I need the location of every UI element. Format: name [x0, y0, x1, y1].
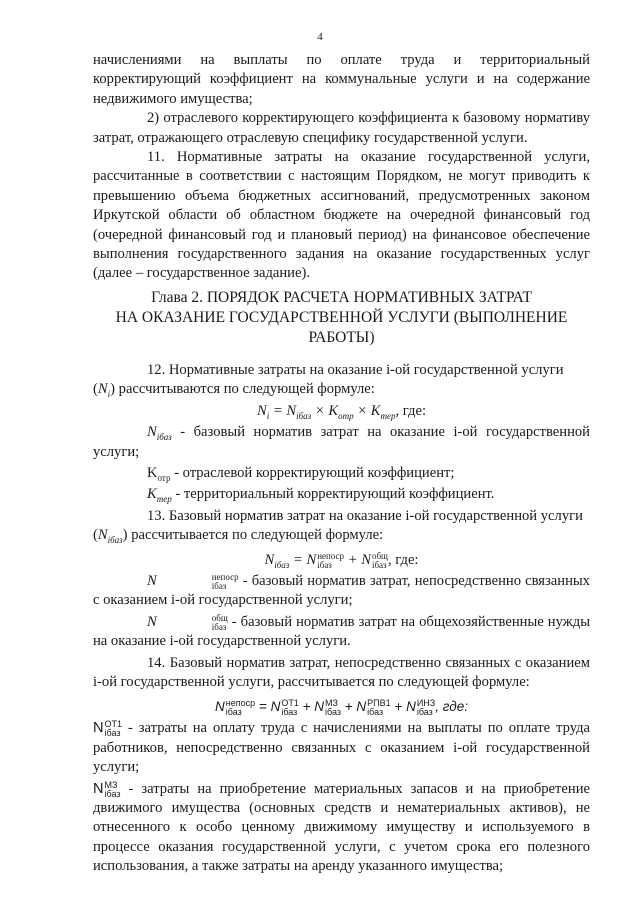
def-obsh-sub: iбаз: [211, 621, 227, 632]
formula3-plus-3: +: [394, 699, 403, 715]
formula3-t1-sup: ОТ1: [281, 698, 299, 709]
formula1-tail: , где:: [395, 402, 427, 419]
formula3-lhs-sup: непоср: [225, 698, 256, 709]
formula2-t2-scripts: [372, 552, 388, 570]
def-mz-symbol: N: [93, 780, 104, 797]
formula1-lhs-sub: i: [266, 410, 270, 421]
formula3-t2-sub: iбаз: [325, 707, 341, 718]
formula3-t3-sup: РПВ1: [367, 698, 391, 709]
formula2-t1-scripts: [317, 552, 344, 570]
formula2-t1-sup: непоср: [317, 550, 345, 561]
formula1-k1: K: [328, 402, 339, 419]
formula3-t3-sub: iбаз: [367, 707, 384, 718]
formula-ni: [93, 402, 590, 421]
paragraph-12-open: (: [93, 381, 98, 398]
paragraph-14: 14. Базовый норматив затрат, непосредственно связанных с оказанием i-ой государственной услуги, рассчитывается по следующей формуле:: [93, 654, 590, 690]
formula3-t1: N: [270, 699, 281, 715]
formula2-t2: N: [361, 551, 371, 568]
formula3-tail: , где:: [435, 699, 468, 715]
formula1-k1-sub: отр: [338, 410, 354, 421]
formula1-times-1: ×: [314, 402, 325, 419]
formula3-plus-2: +: [344, 699, 353, 715]
paragraph-13-symbol: N: [97, 527, 108, 544]
def-kter-symbol: K: [147, 486, 157, 503]
paragraph-13-sub: iбаз: [107, 535, 123, 546]
paragraph-13-close: ): [122, 527, 128, 544]
formula1-n: N: [286, 402, 297, 419]
formula3-t2: N: [314, 699, 325, 715]
def-neposr-sup: непоср: [211, 571, 239, 582]
def-ot1-sup: ОТ1: [104, 719, 123, 730]
def-nibaz-sub: iбаз: [156, 432, 172, 442]
definition-ot1: [93, 719, 590, 777]
def-mz-sub: iбаз: [104, 788, 121, 799]
paragraph-intro: начислениями на выплаты по оплате труда и территориальный корректирующий коэффициент на коммунальные услуги и на содержание недвижимого имущества;: [93, 52, 590, 107]
definition-n-ibaz: [93, 423, 590, 462]
formula2-t1-sub: iбаз: [317, 559, 332, 570]
def-kotr-sub: отр: [157, 472, 171, 483]
def-neposr-symbol: N: [147, 572, 157, 589]
def-ot1-text: - затраты на оплату труда с начислениями на выплаты по оплате труда работников, непосредственно связанных с оказанием i-ой государственной услуги;: [93, 720, 590, 776]
formula1-lhs: N: [256, 402, 267, 419]
symbol-n: N: [97, 381, 108, 398]
formula3-t4-scripts: [417, 699, 435, 717]
formula3-t4-sup: ИНЗ: [416, 698, 436, 709]
symbol-n-sub: i: [107, 389, 111, 400]
def-nibaz-symbol: N: [147, 424, 157, 441]
formula2-lhs: N: [264, 551, 275, 568]
formula3-t1-scripts: [281, 699, 299, 717]
formula2-t2-sub: iбаз: [371, 559, 387, 570]
paragraph-12-tail: рассчитываются по следующей формуле:: [118, 381, 375, 398]
formula3-lhs-sub: iбаз: [225, 707, 242, 718]
chapter-heading-line-2: НА ОКАЗАНИЕ ГОСУДАРСТВЕННОЙ УСЛУГИ (ВЫПОЛНЕНИЕ: [115, 308, 568, 326]
formula2-lhs-sub: iбаз: [274, 559, 290, 570]
definition-k-ter: [93, 485, 590, 504]
paragraph-12: [93, 361, 590, 400]
formula2-eq: =: [292, 551, 303, 568]
formula3-plus-1: +: [302, 699, 311, 715]
paragraph-13-tail: рассчитывается по следующей формуле:: [131, 527, 384, 544]
formula1-eq: =: [272, 402, 283, 419]
def-ot1-scripts: [105, 720, 123, 738]
formula-neposr: [93, 697, 590, 717]
def-mz-text: - затраты на приобретение материальных запасов и на приобретение движимого имущества (основных средств и нематериальных активов), не отнесенного к особо ценному движимому имуществу и используемого в процессе оказания государственной услуги, с учетом срока его полезного использования, а также затраты на аренду указанного имущества;: [93, 780, 590, 875]
formula3-eq: =: [258, 699, 267, 715]
definition-obsh: [93, 613, 590, 652]
chapter-heading-line-3: РАБОТЫ): [308, 328, 375, 346]
chapter-heading: [93, 288, 590, 348]
paragraph-13-open: (: [93, 527, 98, 544]
def-obsh-symbol: N: [147, 613, 157, 630]
formula3-t2-scripts: [325, 699, 341, 717]
definition-mz: [93, 780, 590, 877]
formula1-k2: K: [370, 402, 381, 419]
def-nibaz-text: - базовый норматив затрат на оказание i-ой государственной услуги;: [93, 424, 590, 460]
def-neposr-scripts: [158, 573, 239, 591]
def-obsh-text: - базовый норматив затрат на общехозяйственные нужды на оказание i-ой государственной услуги.: [93, 613, 590, 650]
def-kter-text: - территориальный корректирующий коэффициент.: [175, 486, 495, 503]
formula-nibaz: [93, 551, 590, 570]
document-body: [93, 51, 590, 877]
formula2-plus: +: [347, 551, 358, 568]
paragraph-12-text: 12. Нормативные затраты на оказание i-ой государственной услуги: [147, 361, 564, 378]
formula2-tail: , где:: [387, 551, 419, 568]
paragraph-12-close: ): [110, 381, 115, 398]
def-kotr-text: - отраслевой корректирующий коэффициент;: [174, 464, 455, 481]
definition-k-otr: [93, 464, 590, 483]
formula3-lhs: N: [215, 699, 225, 715]
def-ot1-sub: iбаз: [104, 728, 121, 739]
formula3-t4: N: [406, 699, 416, 715]
formula2-t1: N: [306, 551, 317, 568]
def-neposr-sub: iбаз: [211, 580, 227, 591]
paragraph-2: 2) отраслевого корректирующего коэффициента к базовому нормативу затрат, отражающего отраслевую специфику государственной услуги.: [93, 110, 590, 146]
formula3-t1-sub: iбаз: [281, 707, 298, 718]
paragraph-13: [93, 507, 590, 546]
def-ot1-symbol: N: [93, 720, 104, 737]
paragraph-11: 11. Нормативные затраты на оказание государственной услуги, рассчитанные в соответствии с настоящим Порядком, не могут приводить к превышению объема бюджетных ассигнований, предусмотренных законом Иркутской области об областном бюджете на очередной финансовый год (очередной финансовый год и плановый период) на финансовое обеспечение выполнения государственного задания на оказание государственных услуг (далее – государственное задание).: [93, 149, 590, 282]
formula3-t4-sub: iбаз: [416, 707, 433, 718]
def-kotr-symbol: K: [147, 464, 158, 481]
formula3-lhs-scripts: [226, 699, 255, 717]
formula3-t3: N: [356, 699, 367, 715]
formula1-n-sub: iбаз: [296, 410, 312, 421]
chapter-heading-line-1: Глава 2. ПОРЯДОК РАСЧЕТА НОРМАТИВНЫХ ЗАТРАТ: [151, 288, 532, 306]
page-number: 4: [317, 31, 323, 43]
def-neposr-text: - базовый норматив затрат, непосредственно связанных с оказанием i-ой государственной услуги;: [93, 572, 590, 609]
def-kter-sub: тер: [156, 494, 172, 505]
definition-neposr: [93, 572, 590, 611]
def-mz-scripts: [105, 781, 121, 799]
formula3-t3-scripts: [367, 699, 390, 717]
formula3-t2-sup: МЗ: [325, 698, 338, 709]
formula2-t2-sup: общ: [371, 550, 388, 561]
formula1-k2-sub: тер: [380, 410, 396, 421]
def-obsh-scripts: [158, 614, 228, 632]
formula1-times-2: ×: [357, 402, 368, 419]
def-obsh-sup: общ: [211, 612, 228, 623]
paragraph-13-text: 13. Базовый норматив затрат на оказание i-ой государственной услуги: [147, 507, 583, 524]
def-mz-sup: МЗ: [104, 779, 118, 790]
